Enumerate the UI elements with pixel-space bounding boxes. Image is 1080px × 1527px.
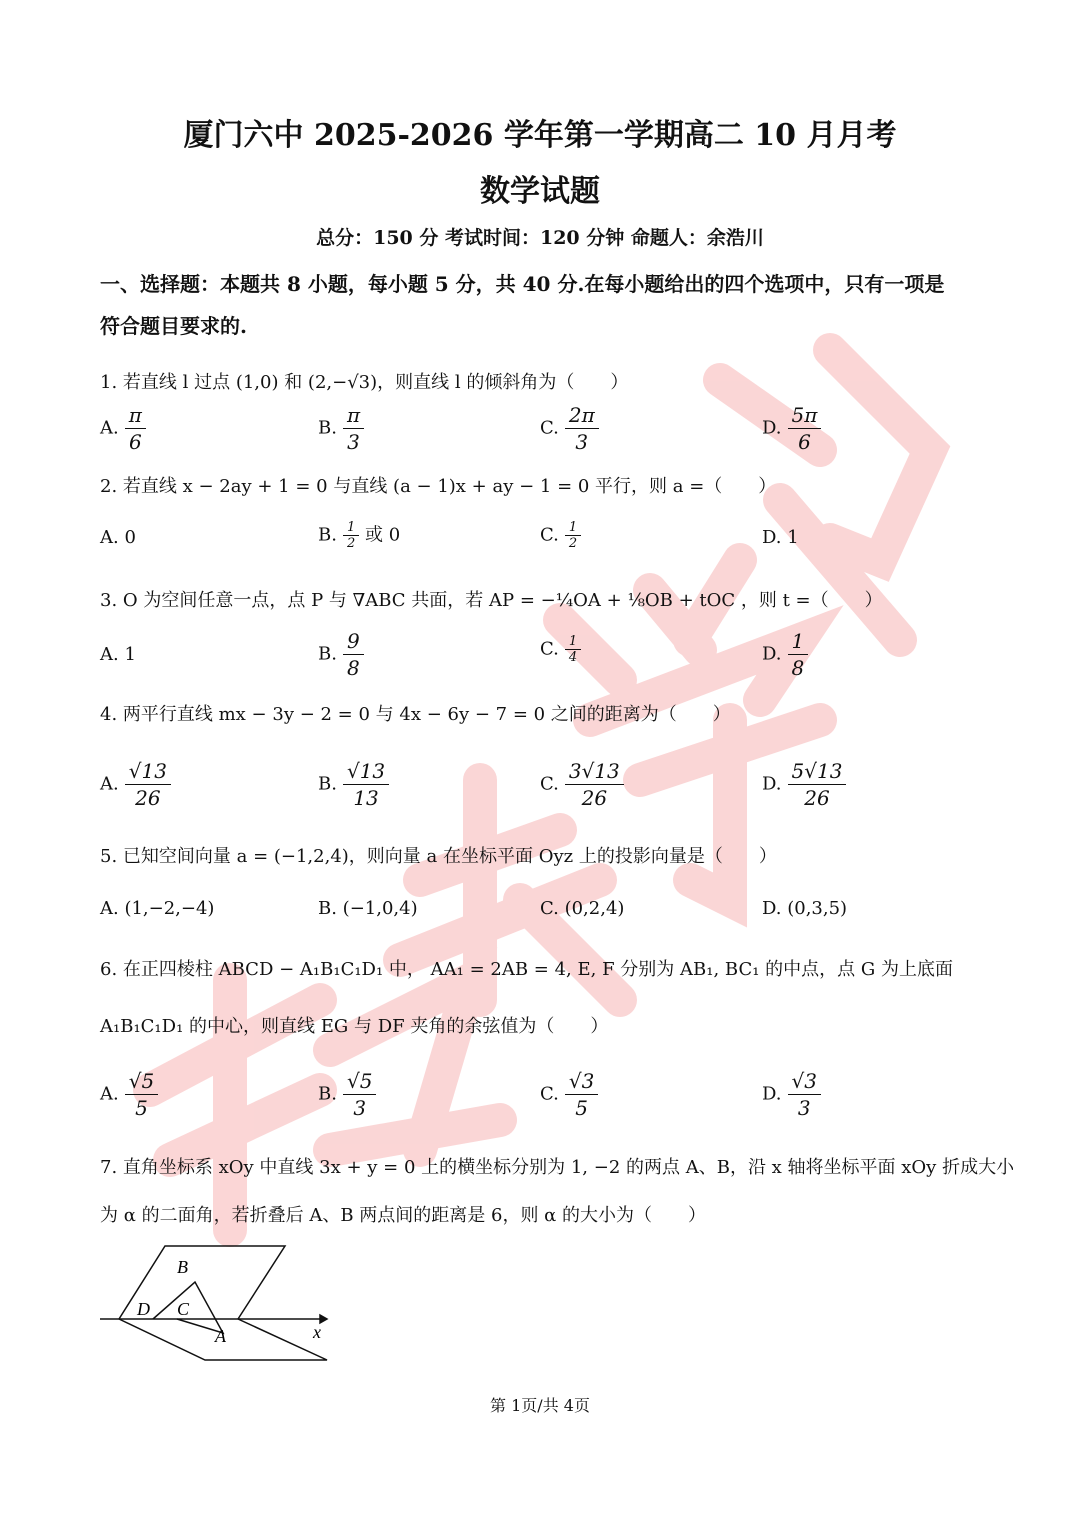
q5-option-c: C. (0,2,4) — [540, 898, 625, 919]
question-1-stem: 1. 若直线 l 过点 (1,0) 和 (2,−√3)，则直线 l 的倾斜角为（ ） — [100, 372, 629, 393]
q2-option-d: D. 1 — [762, 527, 799, 548]
q4-option-b: B. $\frac{√13}{13}$ — [318, 758, 389, 811]
exam-meta: 总分：150 分 考试时间：120 分钟 命题人：余浩川 — [316, 227, 764, 249]
q1-option-c: C. $\frac{2\pi}{3}$ — [540, 402, 599, 455]
question-7-stem-cont: 为 α 的二面角，若折叠后 A、B 两点间的距离是 6，则 α 的大小为（ ） — [100, 1205, 707, 1226]
q3-option-b: B. $\frac{9}{8}$ — [318, 628, 364, 681]
question-6-stem-cont: A₁B₁C₁D₁ 的中心，则直线 EG 与 DF 夹角的余弦值为（ ） — [100, 1016, 609, 1037]
q4-option-d: D. $\frac{5√13}{26}$ — [762, 758, 846, 811]
q1-option-a: A. $\frac{\pi}{6}$ — [100, 402, 146, 455]
q3-option-c: C. $\frac{1}{4}$ — [540, 634, 581, 665]
label-b: B — [177, 1257, 188, 1277]
question-6-stem: 6. 在正四棱柱 ABCD − A₁B₁C₁D₁ 中， AA₁ = 2AB = 4, E, F 分别为 AB₁, BC₁ 的中点，点 G 为上底面 — [100, 959, 953, 980]
label-a: A — [215, 1326, 226, 1346]
section-heading-cont: 符合题目要求的. — [100, 314, 247, 338]
q5-option-b: B. (−1,0,4) — [318, 898, 418, 919]
question-2-stem: 2. 若直线 x − 2ay + 1 = 0 与直线 (a − 1)x + ay − 1 = 0 平行，则 a =（ ） — [100, 476, 777, 497]
dihedral-figure — [95, 1238, 345, 1368]
q3-option-a: A. 1 — [100, 644, 136, 665]
q2-option-b: B. $\frac{1}{2}$ 或 0 — [318, 520, 401, 551]
question-4-stem: 4. 两平行直线 mx − 3y − 2 = 0 与 4x − 6y − 7 = 0 之间的距离为（ ） — [100, 704, 731, 725]
q1-option-d: D. $\frac{5\pi}{6}$ — [762, 402, 821, 455]
section-heading: 一、选择题：本题共 8 小题，每小题 5 分，共 40 分.在每小题给出的四个选项中，只有一项是 — [100, 272, 945, 296]
q6-option-d: D. $\frac{√3}{3}$ — [762, 1068, 821, 1121]
exam-title: 厦门六中 2025-2026 学年第一学期高二 10 月月考 — [183, 118, 897, 153]
q6-option-c: C. $\frac{√3}{5}$ — [540, 1068, 598, 1121]
q4-option-a: A. $\frac{√13}{26}$ — [100, 758, 171, 811]
question-3-stem: 3. O 为空间任意一点，点 P 与 ∇ABC 共面，若 AP = −¼OA + ⅛OB + tOC ，则 t =（ ） — [100, 590, 883, 611]
q5-option-a: A. (1,−2,−4) — [100, 898, 215, 919]
label-d: D — [137, 1299, 150, 1319]
q5-option-d: D. (0,3,5) — [762, 898, 848, 919]
q3-option-d: D. $\frac{1}{8}$ — [762, 628, 808, 681]
question-7-stem: 7. 直角坐标系 xOy 中直线 3x + y = 0 上的横坐标分别为 1, −2 的两点 A、B，沿 x 轴将坐标平面 xOy 折成大小 — [100, 1157, 1015, 1178]
label-x: x — [313, 1322, 321, 1342]
q2-option-a: A. 0 — [100, 527, 136, 548]
label-c: C — [177, 1299, 190, 1319]
q4-option-c: C. $\frac{3√13}{26}$ — [540, 758, 624, 811]
q6-option-b: B. $\frac{√5}{3}$ — [318, 1068, 376, 1121]
q6-option-a: A. $\frac{√5}{5}$ — [100, 1068, 158, 1121]
page-footer: 第 1页/共 4页 — [490, 1396, 590, 1415]
exam-subtitle: 数学试题 — [480, 174, 600, 209]
question-5-stem: 5. 已知空间向量 a = (−1,2,4)，则向量 a 在坐标平面 Oyz 上的投影向量是（ ） — [100, 846, 777, 867]
x-axis-arrow — [320, 1315, 327, 1323]
q1-option-b: B. $\frac{\pi}{3}$ — [318, 402, 364, 455]
q2-option-c: C. $\frac{1}{2}$ — [540, 520, 581, 551]
